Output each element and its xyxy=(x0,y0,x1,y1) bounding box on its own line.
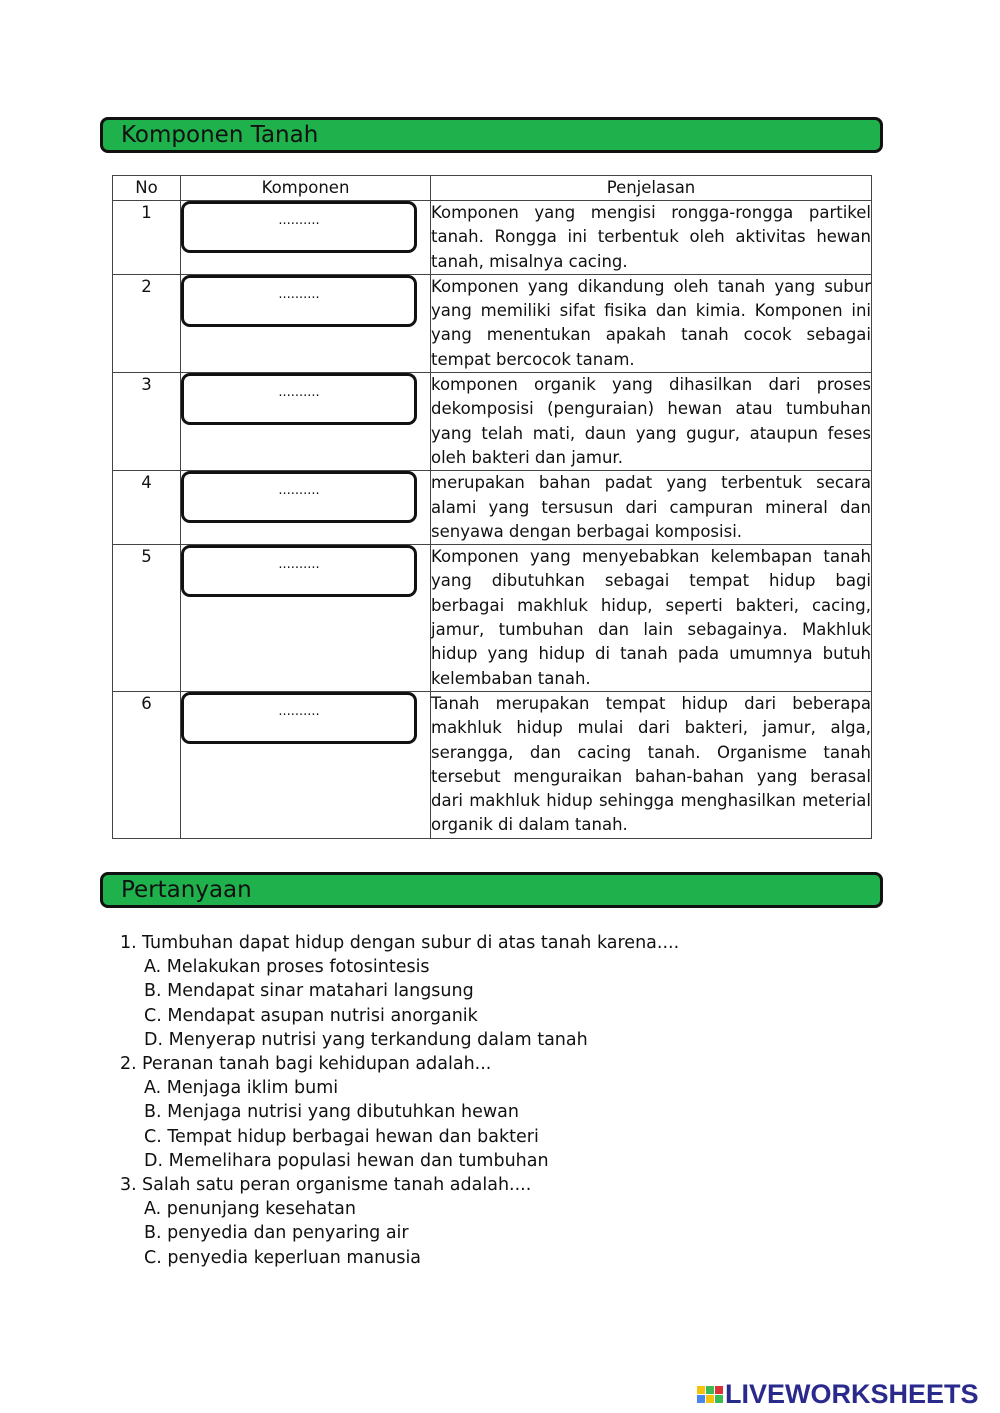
answer-box[interactable]: .......... xyxy=(181,275,417,327)
logo-square xyxy=(715,1395,723,1403)
table-row xyxy=(113,201,872,275)
answer-box[interactable]: .......... xyxy=(181,545,417,597)
logo-text: LIVEWORKSHEETS xyxy=(725,1378,979,1409)
table-row xyxy=(113,274,872,372)
logo-square xyxy=(706,1386,714,1394)
section-banner-pertanyaan xyxy=(100,872,883,908)
answer-option[interactable]: B. Mendapat sinar matahari langsung xyxy=(144,981,474,1002)
logo-square xyxy=(697,1386,705,1394)
row-description: komponen organik yang dihasilkan dari proses dekomposisi (penguraian) hewan atau tumbuhan yang telah mati, daun yang gugur, ataupun feses oleh bakteri dan jamur. xyxy=(431,373,872,471)
logo-square xyxy=(715,1386,723,1394)
row-description: merupakan bahan padat yang terbentuk secara alami yang tersusun dari campuran mineral dan senyawa dengan berbagai komposisi. xyxy=(431,471,872,545)
row-description: Komponen yang mengisi rongga-rongga partikel tanah. Rongga ini terbentuk oleh aktivitas hewan tanah, misalnya cacing. xyxy=(431,201,872,275)
table-row xyxy=(113,691,872,838)
row-description: Komponen yang menyebabkan kelembapan tanah yang dibutuhkan sebagai tempat hidup bagi berbagai makhluk hidup, seperti bakteri, cacing, jamur, tumbuhan dan lain sebagainya. Makhluk hidup yang hidup di tanah pada umumnya butuh kelembaban tanah. xyxy=(431,545,872,692)
answer-option[interactable]: A. penunjang kesehatan xyxy=(144,1199,356,1220)
question-text: Peranan tanah bagi kehidupan adalah... xyxy=(142,1054,492,1075)
header-penjelasan: Penjelasan xyxy=(431,176,872,201)
question-item xyxy=(120,1173,860,1197)
table-row xyxy=(113,373,872,471)
header-no: No xyxy=(113,176,181,201)
komponen-table xyxy=(112,175,872,839)
table-header-row xyxy=(113,176,872,201)
row-number: 6 xyxy=(113,691,181,838)
question-item xyxy=(120,931,860,955)
answer-option[interactable]: C. Tempat hidup berbagai hewan dan bakteri xyxy=(144,1126,539,1147)
table-row xyxy=(113,545,872,692)
question-item xyxy=(120,1052,860,1076)
liveworksheets-logo xyxy=(697,1378,979,1410)
answer-box[interactable]: .......... xyxy=(181,373,417,425)
row-description: Tanah merupakan tempat hidup dari beberapa makhluk hidup mulai dari bakteri, jamur, alga, serangga, dan cacing tanah. Organisme tanah tersebut menguraikan bahan-bahan yang berasal dari makhluk hidup sehingga menghasilkan meterial organik di dalam tanah. xyxy=(431,691,872,838)
answer-box[interactable]: .......... xyxy=(181,471,417,523)
logo-grid-icon xyxy=(697,1386,723,1403)
logo-square xyxy=(706,1395,714,1403)
answer-option[interactable]: A. Menjaga iklim bumi xyxy=(144,1078,339,1099)
row-number: 1 xyxy=(113,201,181,275)
answer-option[interactable]: C. Mendapat asupan nutrisi anorganik xyxy=(144,1005,478,1026)
question-number: 1. xyxy=(120,933,137,953)
row-number: 2 xyxy=(113,274,181,372)
answer-option[interactable]: C. penyedia keperluan manusia xyxy=(144,1247,422,1268)
logo-square xyxy=(697,1395,705,1403)
question-list xyxy=(120,931,860,1270)
row-description: Komponen yang dikandung oleh tanah yang subur yang memiliki sifat fisika dan kimia. Komponen ini yang menentukan apakah tanah cocok sebagai tempat bercocok tanam. xyxy=(431,274,872,372)
section-title: Komponen Tanah xyxy=(121,122,319,148)
answer-option[interactable]: B. penyedia dan penyaring air xyxy=(144,1223,409,1244)
row-number: 3 xyxy=(113,373,181,471)
answer-option[interactable]: D. Memelihara populasi hewan dan tumbuhan xyxy=(144,1150,549,1171)
question-number: 3. xyxy=(120,1175,137,1196)
question-text: Tumbuhan dapat hidup dengan subur di atas tanah karena.... xyxy=(142,933,680,953)
section-title: Pertanyaan xyxy=(121,877,252,903)
question-text: Salah satu peran organisme tanah adalah.... xyxy=(142,1175,532,1196)
header-komponen: Komponen xyxy=(181,176,431,201)
table-row xyxy=(113,471,872,545)
answer-option[interactable]: D. Menyerap nutrisi yang terkandung dalam tanah xyxy=(144,1029,588,1050)
row-number: 5 xyxy=(113,545,181,692)
answer-option[interactable]: B. Menjaga nutrisi yang dibutuhkan hewan xyxy=(144,1102,519,1123)
row-number: 4 xyxy=(113,471,181,545)
section-banner-komponen xyxy=(100,117,883,153)
question-number: 2. xyxy=(120,1054,137,1075)
answer-option[interactable]: A. Melakukan proses fotosintesis xyxy=(144,957,430,978)
answer-box[interactable]: .......... xyxy=(181,201,417,253)
answer-box[interactable]: .......... xyxy=(181,692,417,744)
